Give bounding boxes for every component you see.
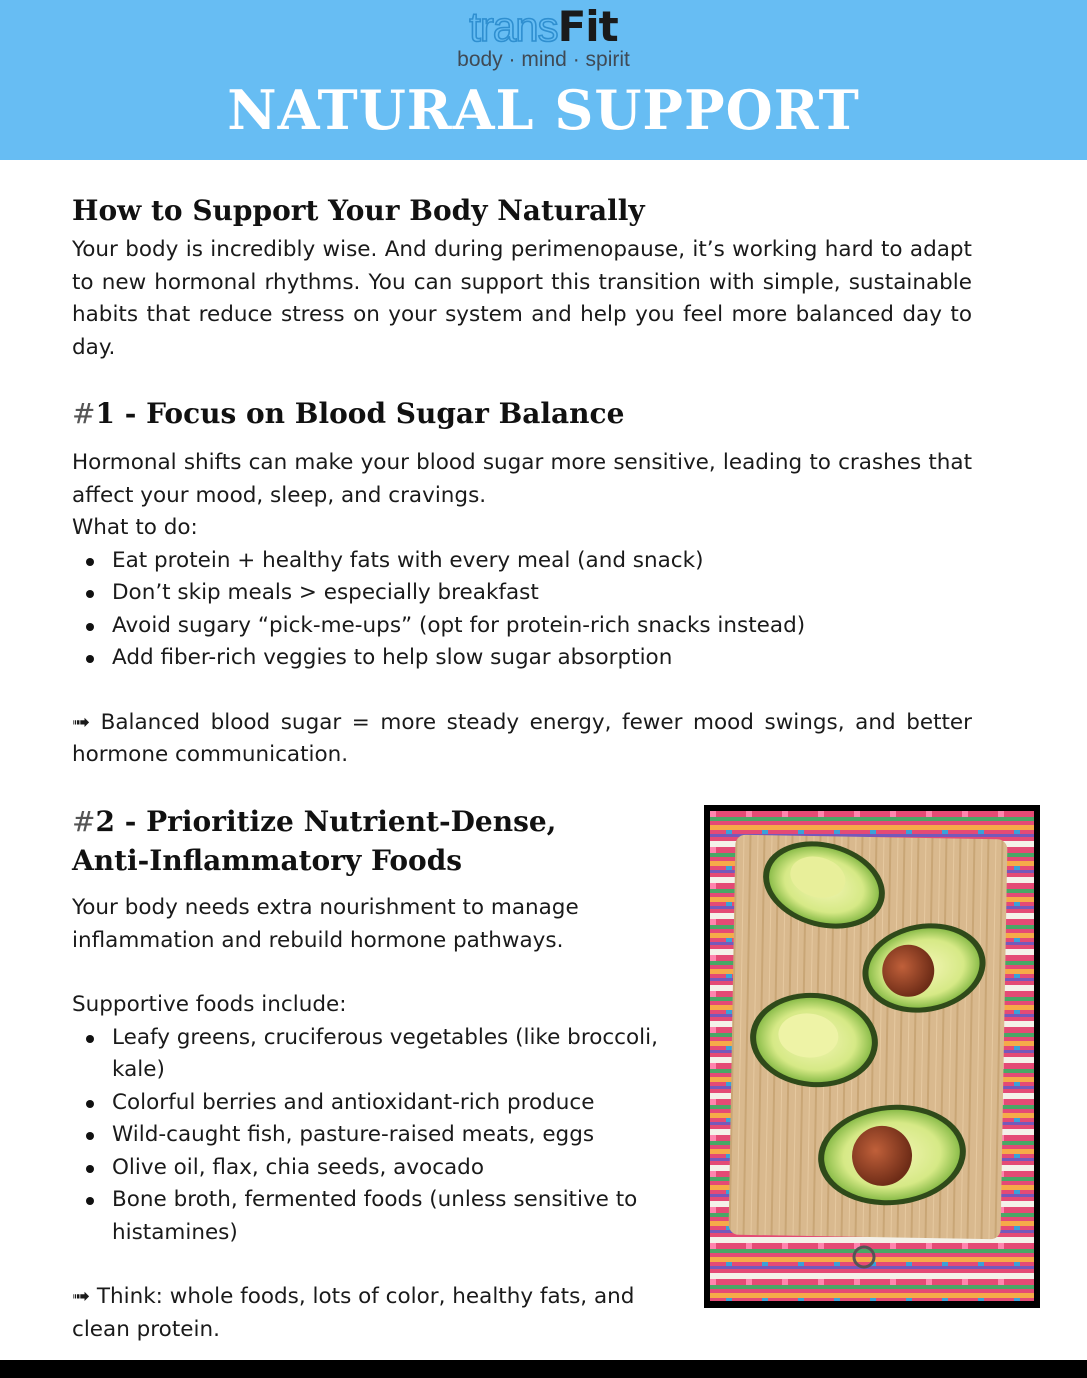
logo-fit: Fit xyxy=(557,2,618,51)
list-item: Colorful berries and antioxidant-rich produce xyxy=(72,1087,662,1120)
list-item: Add fiber-rich veggies to help slow sugar absorption xyxy=(72,642,972,675)
section2-takeaway: ➟ Think: whole foods, lots of color, healthy fats, and clean protein. xyxy=(72,1284,635,1342)
section1-heading-text: 1 - Focus on Blood Sugar Balance xyxy=(95,397,625,430)
section2-hash: # xyxy=(72,805,96,838)
avocado-illustration xyxy=(704,805,1040,1308)
avocado-photo xyxy=(704,805,1040,1308)
footer-bar xyxy=(0,1360,1087,1378)
section1-takeaway: ➟ Balanced blood sugar = more steady energy, fewer mood swings, and better hormone communication. xyxy=(72,709,972,767)
section-blood-sugar xyxy=(72,394,972,772)
list-item: Wild-caught fish, pasture-raised meats, eggs xyxy=(72,1119,662,1152)
section2-heading-line2: Anti-Inflammatory Foods xyxy=(72,844,463,877)
section1-heading xyxy=(72,394,972,433)
section2-list xyxy=(72,1022,662,1250)
list-item: Avoid sugary “pick-me-ups” (opt for protein-rich snacks instead) xyxy=(72,610,972,643)
section2-heading-line1: 2 - Prioritize Nutrient-Dense, xyxy=(95,805,557,838)
intro-section xyxy=(72,191,972,364)
header-banner xyxy=(0,0,1087,160)
logo-tagline: body · mind · spirit xyxy=(457,48,630,71)
list-item: Leafy greens, cruciferous vegetables (like broccoli, kale) xyxy=(72,1022,662,1087)
logo-wordmark xyxy=(0,2,1087,51)
section1-list xyxy=(72,545,972,675)
intro-body: Your body is incredibly wise. And during perimenopause, it’s working hard to adapt to new hormonal rhythms. You can support this transition with simple, sustainable habits that reduce stress on your system and help you feel more balanced day to day. xyxy=(72,237,972,360)
list-item: Bone broth, fermented foods (unless sensitive to histamines) xyxy=(72,1184,662,1249)
list-item: Eat protein + healthy fats with every meal (and snack) xyxy=(72,545,972,578)
page-title: NATURAL SUPPORT xyxy=(227,78,860,142)
section1-subhead: What to do: xyxy=(72,515,198,540)
logo-trans: trans xyxy=(469,3,558,50)
logo xyxy=(0,2,1087,72)
intro-heading: How to Support Your Body Naturally xyxy=(72,194,645,227)
section1-body: Hormonal shifts can make your blood sugar more sensitive, leading to crashes that affect your mood, sleep, and cravings. xyxy=(72,450,972,508)
list-item: Olive oil, flax, chia seeds, avocado xyxy=(72,1152,662,1185)
section2-body: Your body needs extra nourishment to manage inflammation and rebuild hormone pathways. xyxy=(72,895,579,953)
list-item: Don’t skip meals > especially breakfast xyxy=(72,577,972,610)
section-nutrient-foods xyxy=(72,802,662,1346)
section2-heading xyxy=(72,802,662,880)
section2-subhead: Supportive foods include: xyxy=(72,992,347,1017)
section1-hash: # xyxy=(72,397,96,430)
